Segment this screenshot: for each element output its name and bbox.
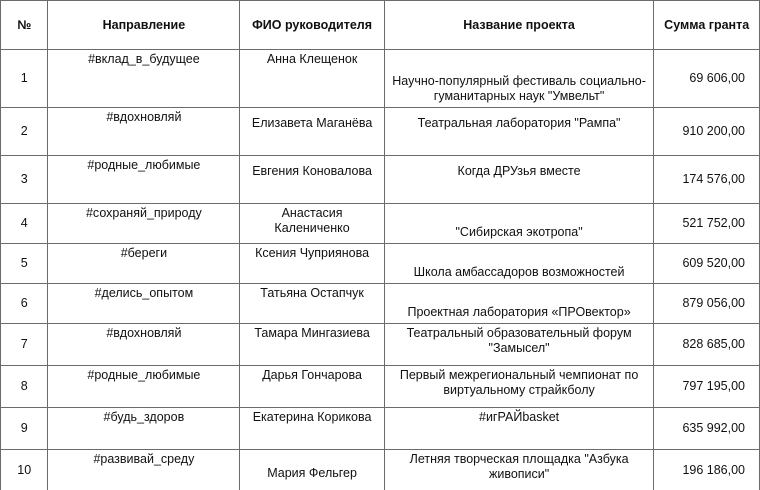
table-row <box>1 204 760 244</box>
header-sum: Сумма гранта <box>654 1 760 50</box>
row-sum: 879 056,00 <box>654 284 760 324</box>
row-project: Театральная лаборатория "Рампа" <box>384 108 654 156</box>
table-row <box>1 244 760 284</box>
row-direction: #сохраняй_природу <box>48 204 240 244</box>
row-num: 5 <box>1 244 48 284</box>
row-num: 8 <box>1 366 48 408</box>
row-direction: #береги <box>48 244 240 284</box>
header-project: Название проекта <box>384 1 654 50</box>
row-project: Научно-популярный фестиваль социально-гуманитарных наук "Умвельт" <box>384 50 654 108</box>
row-direction: #вклад_в_будущее <box>48 50 240 108</box>
row-direction: #делись_опытом <box>48 284 240 324</box>
row-num: 3 <box>1 156 48 204</box>
table-row <box>1 408 760 450</box>
row-sum: 69 606,00 <box>654 50 760 108</box>
row-sum: 910 200,00 <box>654 108 760 156</box>
row-leader: Анастасия Калениченко <box>240 204 384 244</box>
row-leader: Екатерина Корикова <box>240 408 384 450</box>
row-project: #игРАЙbasket <box>384 408 654 450</box>
header-direction: Направление <box>48 1 240 50</box>
row-sum: 635 992,00 <box>654 408 760 450</box>
row-leader: Евгения Коновалова <box>240 156 384 204</box>
row-leader: Мария Фельгер <box>240 450 384 490</box>
row-project: Школа амбассадоров возможностей <box>384 244 654 284</box>
header-leader: ФИО руководителя <box>240 1 384 50</box>
header-row <box>1 1 760 50</box>
row-num: 1 <box>1 50 48 108</box>
row-project: Когда ДРУзья вместе <box>384 156 654 204</box>
table-row <box>1 156 760 204</box>
table-row <box>1 324 760 366</box>
row-direction: #родные_любимые <box>48 156 240 204</box>
row-sum: 174 576,00 <box>654 156 760 204</box>
row-direction: #развивай_среду <box>48 450 240 490</box>
row-sum: 797 195,00 <box>654 366 760 408</box>
table-row <box>1 108 760 156</box>
table-row <box>1 284 760 324</box>
row-num: 9 <box>1 408 48 450</box>
row-leader: Ксения Чуприянова <box>240 244 384 284</box>
row-project: Летняя творческая площадка "Азбука живописи" <box>384 450 654 490</box>
header-num: № <box>1 1 48 50</box>
row-leader: Татьяна Остапчук <box>240 284 384 324</box>
row-sum: 609 520,00 <box>654 244 760 284</box>
row-num: 6 <box>1 284 48 324</box>
row-leader: Тамара Мингазиева <box>240 324 384 366</box>
row-sum: 196 186,00 <box>654 450 760 490</box>
row-leader: Анна Клещенок <box>240 50 384 108</box>
row-sum: 521 752,00 <box>654 204 760 244</box>
table-row <box>1 450 760 490</box>
row-direction: #вдохновляй <box>48 108 240 156</box>
row-leader: Дарья Гончарова <box>240 366 384 408</box>
row-leader: Елизавета Маганёва <box>240 108 384 156</box>
row-num: 2 <box>1 108 48 156</box>
table-row <box>1 50 760 108</box>
row-project: Проектная лаборатория «ПРОвектор» <box>384 284 654 324</box>
row-num: 7 <box>1 324 48 366</box>
row-direction: #родные_любимые <box>48 366 240 408</box>
table-row <box>1 366 760 408</box>
row-project: Первый межрегиональный чемпионат по виртуальному страйкболу <box>384 366 654 408</box>
row-direction: #будь_здоров <box>48 408 240 450</box>
row-project: Театральный образовательный форум "Замысел" <box>384 324 654 366</box>
row-num: 10 <box>1 450 48 490</box>
row-sum: 828 685,00 <box>654 324 760 366</box>
row-direction: #вдохновляй <box>48 324 240 366</box>
row-num: 4 <box>1 204 48 244</box>
row-project: "Сибирская экотропа" <box>384 204 654 244</box>
